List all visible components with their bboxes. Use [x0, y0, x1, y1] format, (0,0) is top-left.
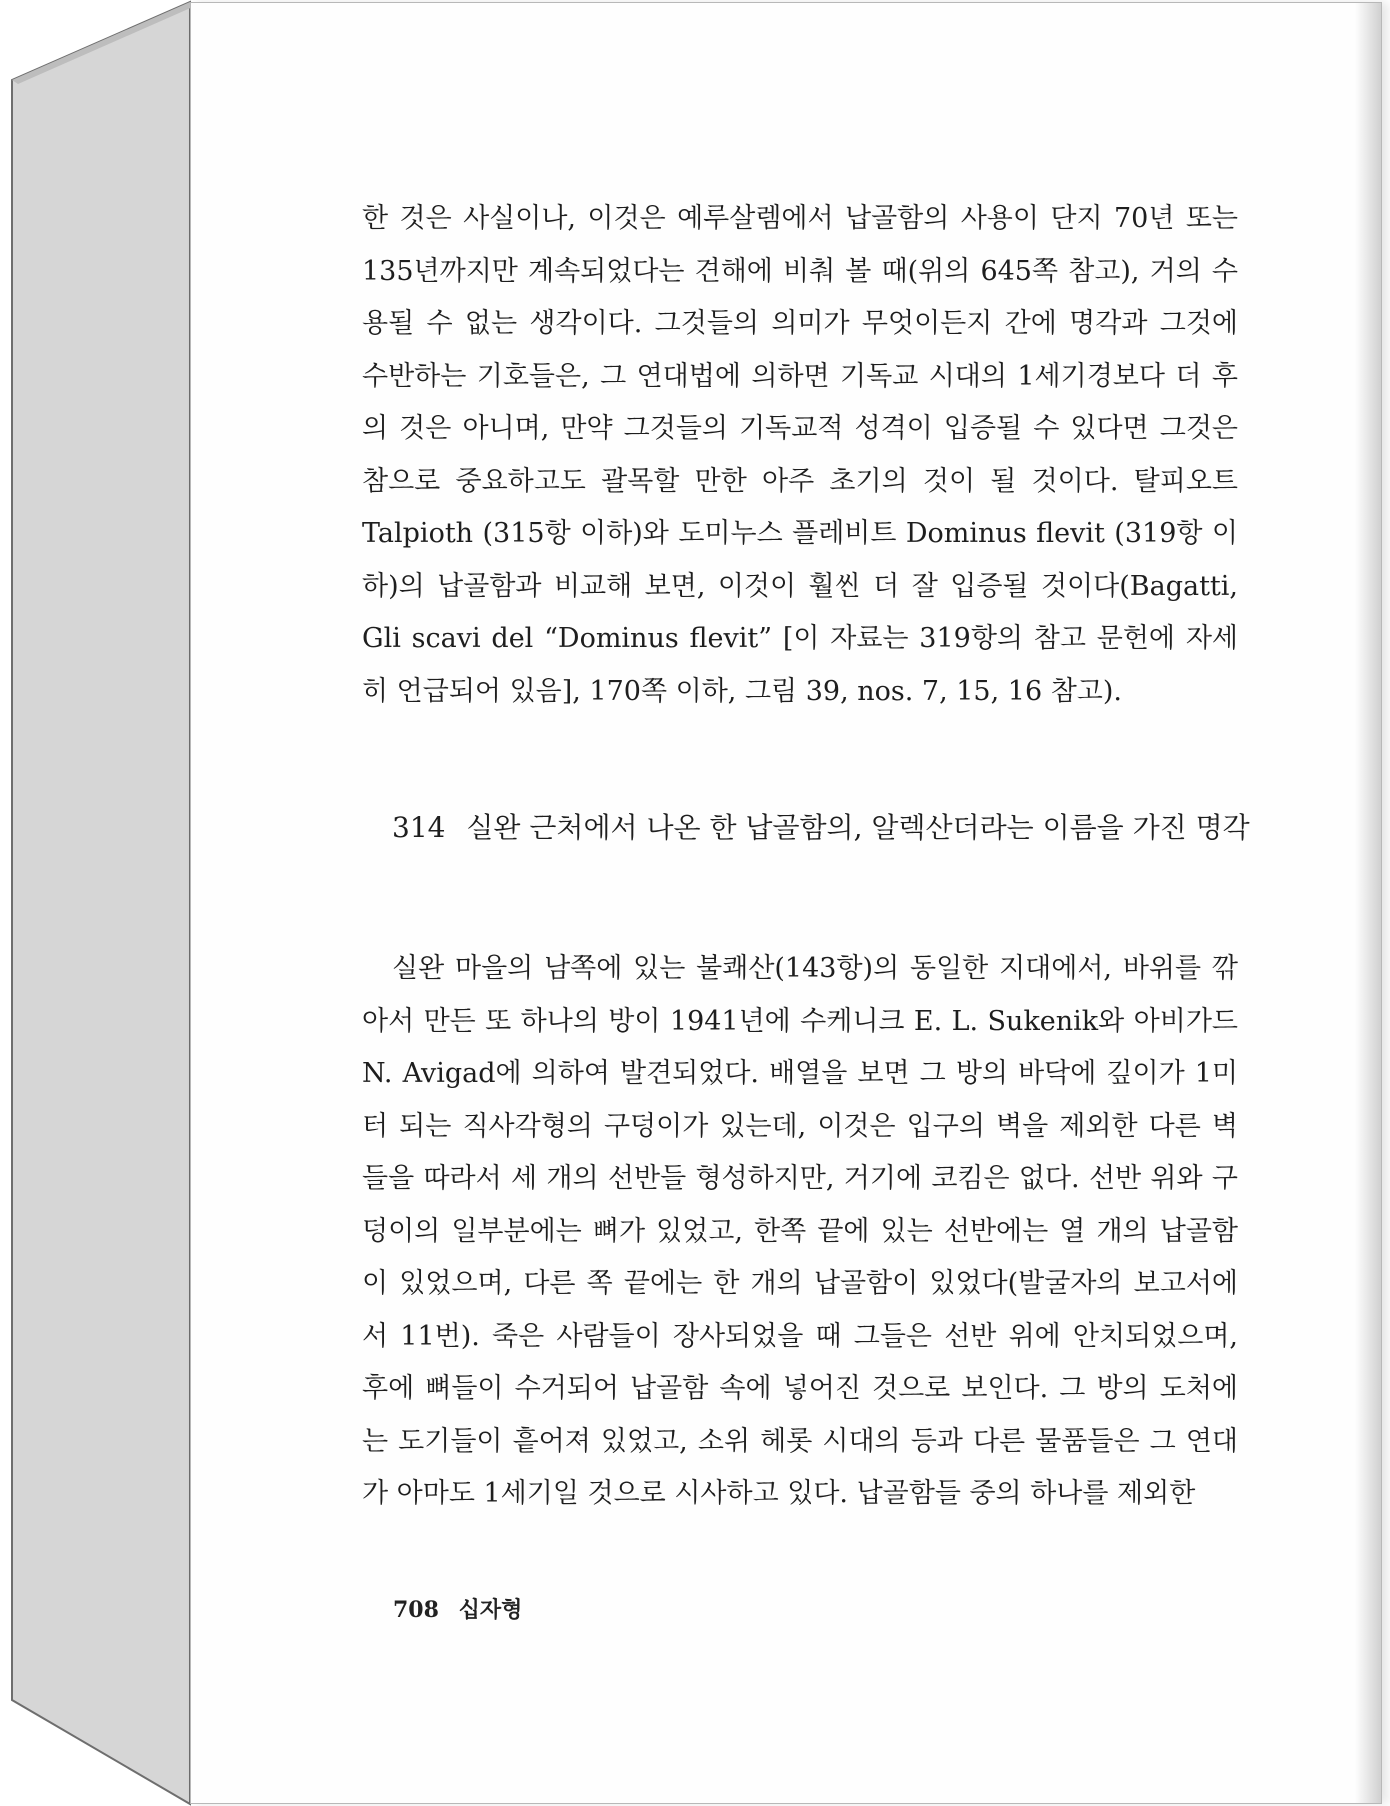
paragraph-continued: [362, 193, 1238, 718]
page-footer: [393, 1593, 522, 1624]
paragraph-body: [362, 943, 1238, 1521]
page-edge-shade: [1355, 3, 1381, 1803]
book-side-face: [12, 2, 190, 1804]
section-title: 실완 근처에서 나온 한 납골함의, 알렉산더라는 이름을 가진 명각: [466, 811, 1250, 844]
page-number: 708: [393, 1597, 439, 1623]
page-sheet: [190, 2, 1382, 1804]
paragraph-text: 한 것은 사실이나, 이것은 예루살렘에서 납골함의 사용이 단지 70년 또는 135년까지만 계속되었다는 견해에 비춰 볼 때(위의 645쪽 참고), 거의 수용될 수 없는 생각이다. 그것들의 의미가 무엇이든지 간에 명각과 그것에 수반하는 기호들은, 그 연대법에 의하면 기독교 시대의 1세기경보다 더 후의 것은 아니며, 만약 그것들의 기독교적 성격이 입증될 수 있다면 그것은 참으로 중요하고도 괄목할 만한 아주 초기의 것이 될 것이다. 탈피오트 Talpioth (315항 이하)와 도미누스 플레비트 Dominus flevit (319항 이하)의 납골함과 비교해 보면, 이것이 훨씬 더 잘 입증될 것이다(Bagatti, Gli scavi del “Dominus flevit” [이 자료는 319항의 참고 문헌에 자세히 언급되어 있음], 170쪽 이하, 그림 39, nos. 7, 15, 16 참고).: [362, 203, 1238, 707]
section-heading: [392, 803, 1288, 853]
running-title: 십자형: [458, 1597, 523, 1623]
section-number: 314: [392, 811, 446, 844]
paragraph-text: 실완 마을의 남쪽에 있는 불쾌산(143항)의 동일한 지대에서, 바위를 깎아서 만든 또 하나의 방이 1941년에 수케니크 E. L. Sukenik와 아비가드 N. Avigad에 의하여 발견되었다. 배열을 보면 그 방의 바닥에 깊이가 1미터 되는 직사각형의 구덩이가 있는데, 이것은 입구의 벽을 제외한 다른 벽들을 따라서 세 개의 선반들 형성하지만, 거기에 코킴은 없다. 선반 위와 구덩이의 일부분에는 뼈가 있었고, 한쪽 끝에 있는 선반에는 열 개의 납골함이 있었으며, 다른 쪽 끝에는 한 개의 납골함이 있었다(발굴자의 보고서에서 11번). 죽은 사람들이 장사되었을 때 그들은 선반 위에 안치되었으며, 후에 뼈들이 수거되어 납골함 속에 넣어진 것으로 보인다. 그 방의 도처에는 도기들이 흩어져 있었고, 소위 헤롯 시대의 등과 다른 물품들은 그 연대가 아마도 1세기일 것으로 시사하고 있다. 납골함들 중의 하나를 제외한: [362, 953, 1238, 1509]
